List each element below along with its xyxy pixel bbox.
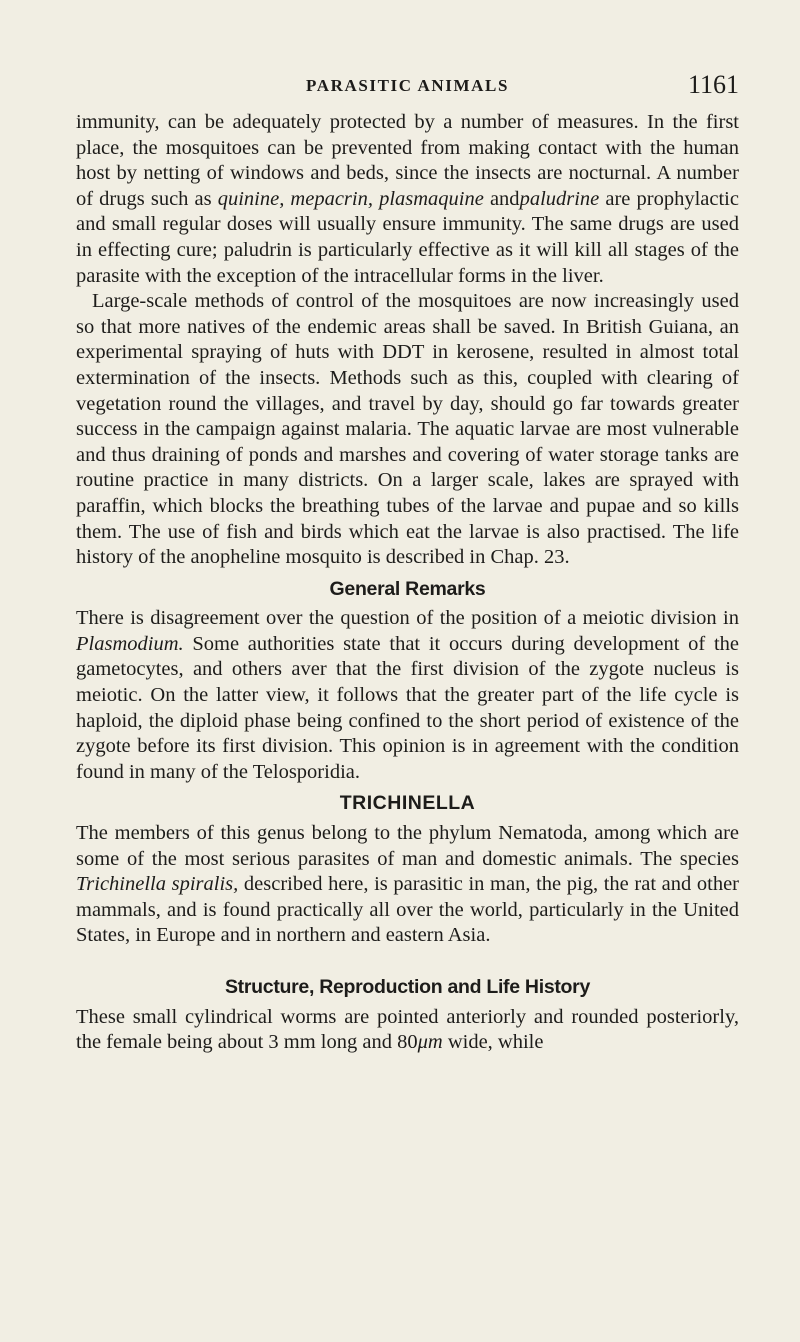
paragraph-general-remarks: There is disagreement over the question of the position of a meiotic division in Plasmodium. Some authorities state that it occurs during development of the gametocytes, and others aver that the first division of the zygote nucleus is meiotic. On the latter view, it follows that the greater part of the life cycle is haploid, the diploid phase being confined to the short period of existence of the zygote before its first division. This opinion is in agreement with the condition found in many of the Telosporidia. bbox=[76, 607, 739, 783]
paragraph-mosquito-control: Large-scale methods of control of the mosquitoes are now increasingly used so that more natives of the endemic areas shall be saved. In British Guiana, an experimental spraying of huts with DDT in kerosene, resulted in almost total extermination of the insects. Methods such as this, coupled with clearing of vegetation round the villages, and travel by day, should go far towards greater success in the campaign against malaria. The aquatic larvae are most vulnerable and thus draining of ponds and marshes and covering of water storage tanks are routine practice in many districts. On a larger scale, lakes are sprayed with paraffin, which blocks the breathing tubes of the larvae and pupae and so kills them. The use of fish and birds which eat the larvae is also practised. The life history of the anopheline mosquito is described in Chap. 23. bbox=[76, 290, 739, 569]
heading-structure-reproduction: Structure, Reproduction and Life History bbox=[224, 976, 591, 998]
running-head bbox=[76, 70, 739, 106]
drug-name-paludrine: paludrine bbox=[519, 187, 600, 210]
genus-name: Plasmodium. bbox=[76, 632, 184, 655]
heading-general-remarks: General Remarks bbox=[329, 577, 486, 600]
paragraph-immunity-measures: immunity, can be adequately protected by a number of measures. In the first place, the mosquitoes can be prevented from making contact with the human host by netting of windows and beds, since the insects are nocturnal. A number of drugs such as quinine, mepacrin, plasmaquine andpaludrine are prophylactic and small regular doses will usually ensure immunity. The same drugs are used in effecting cure; paludrin is particularly effective as it will kill all stages of the parasite with the exception of the intracellular forms in the liver. bbox=[76, 111, 739, 287]
page-body bbox=[76, 110, 739, 1056]
paragraph-structure: These small cylindrical worms are pointed anteriorly and rounded posteriorly, the female being about 3 mm long and 80μm wide, while bbox=[76, 1005, 739, 1054]
micrometre-unit: μm bbox=[417, 1031, 443, 1054]
drug-names: quinine, mepacrin, plasmaquine bbox=[217, 187, 484, 210]
running-head-title: PARASITIC ANIMALS bbox=[305, 76, 510, 95]
page-number: 1161 bbox=[687, 70, 739, 99]
species-name: Trichinella spiralis, bbox=[76, 873, 239, 896]
heading-trichinella: TRICHINELLA bbox=[339, 792, 476, 815]
paragraph-trichinella: The members of this genus belong to the phylum Nematoda, among which are some of the most serious parasites of man and domestic animals. The species Trichinella spiralis, described here, is parasitic in man, the pig, the rat and other mammals, and is found practically all over the world, particularly in the United States, in Europe and in northern and eastern Asia. bbox=[76, 822, 739, 947]
